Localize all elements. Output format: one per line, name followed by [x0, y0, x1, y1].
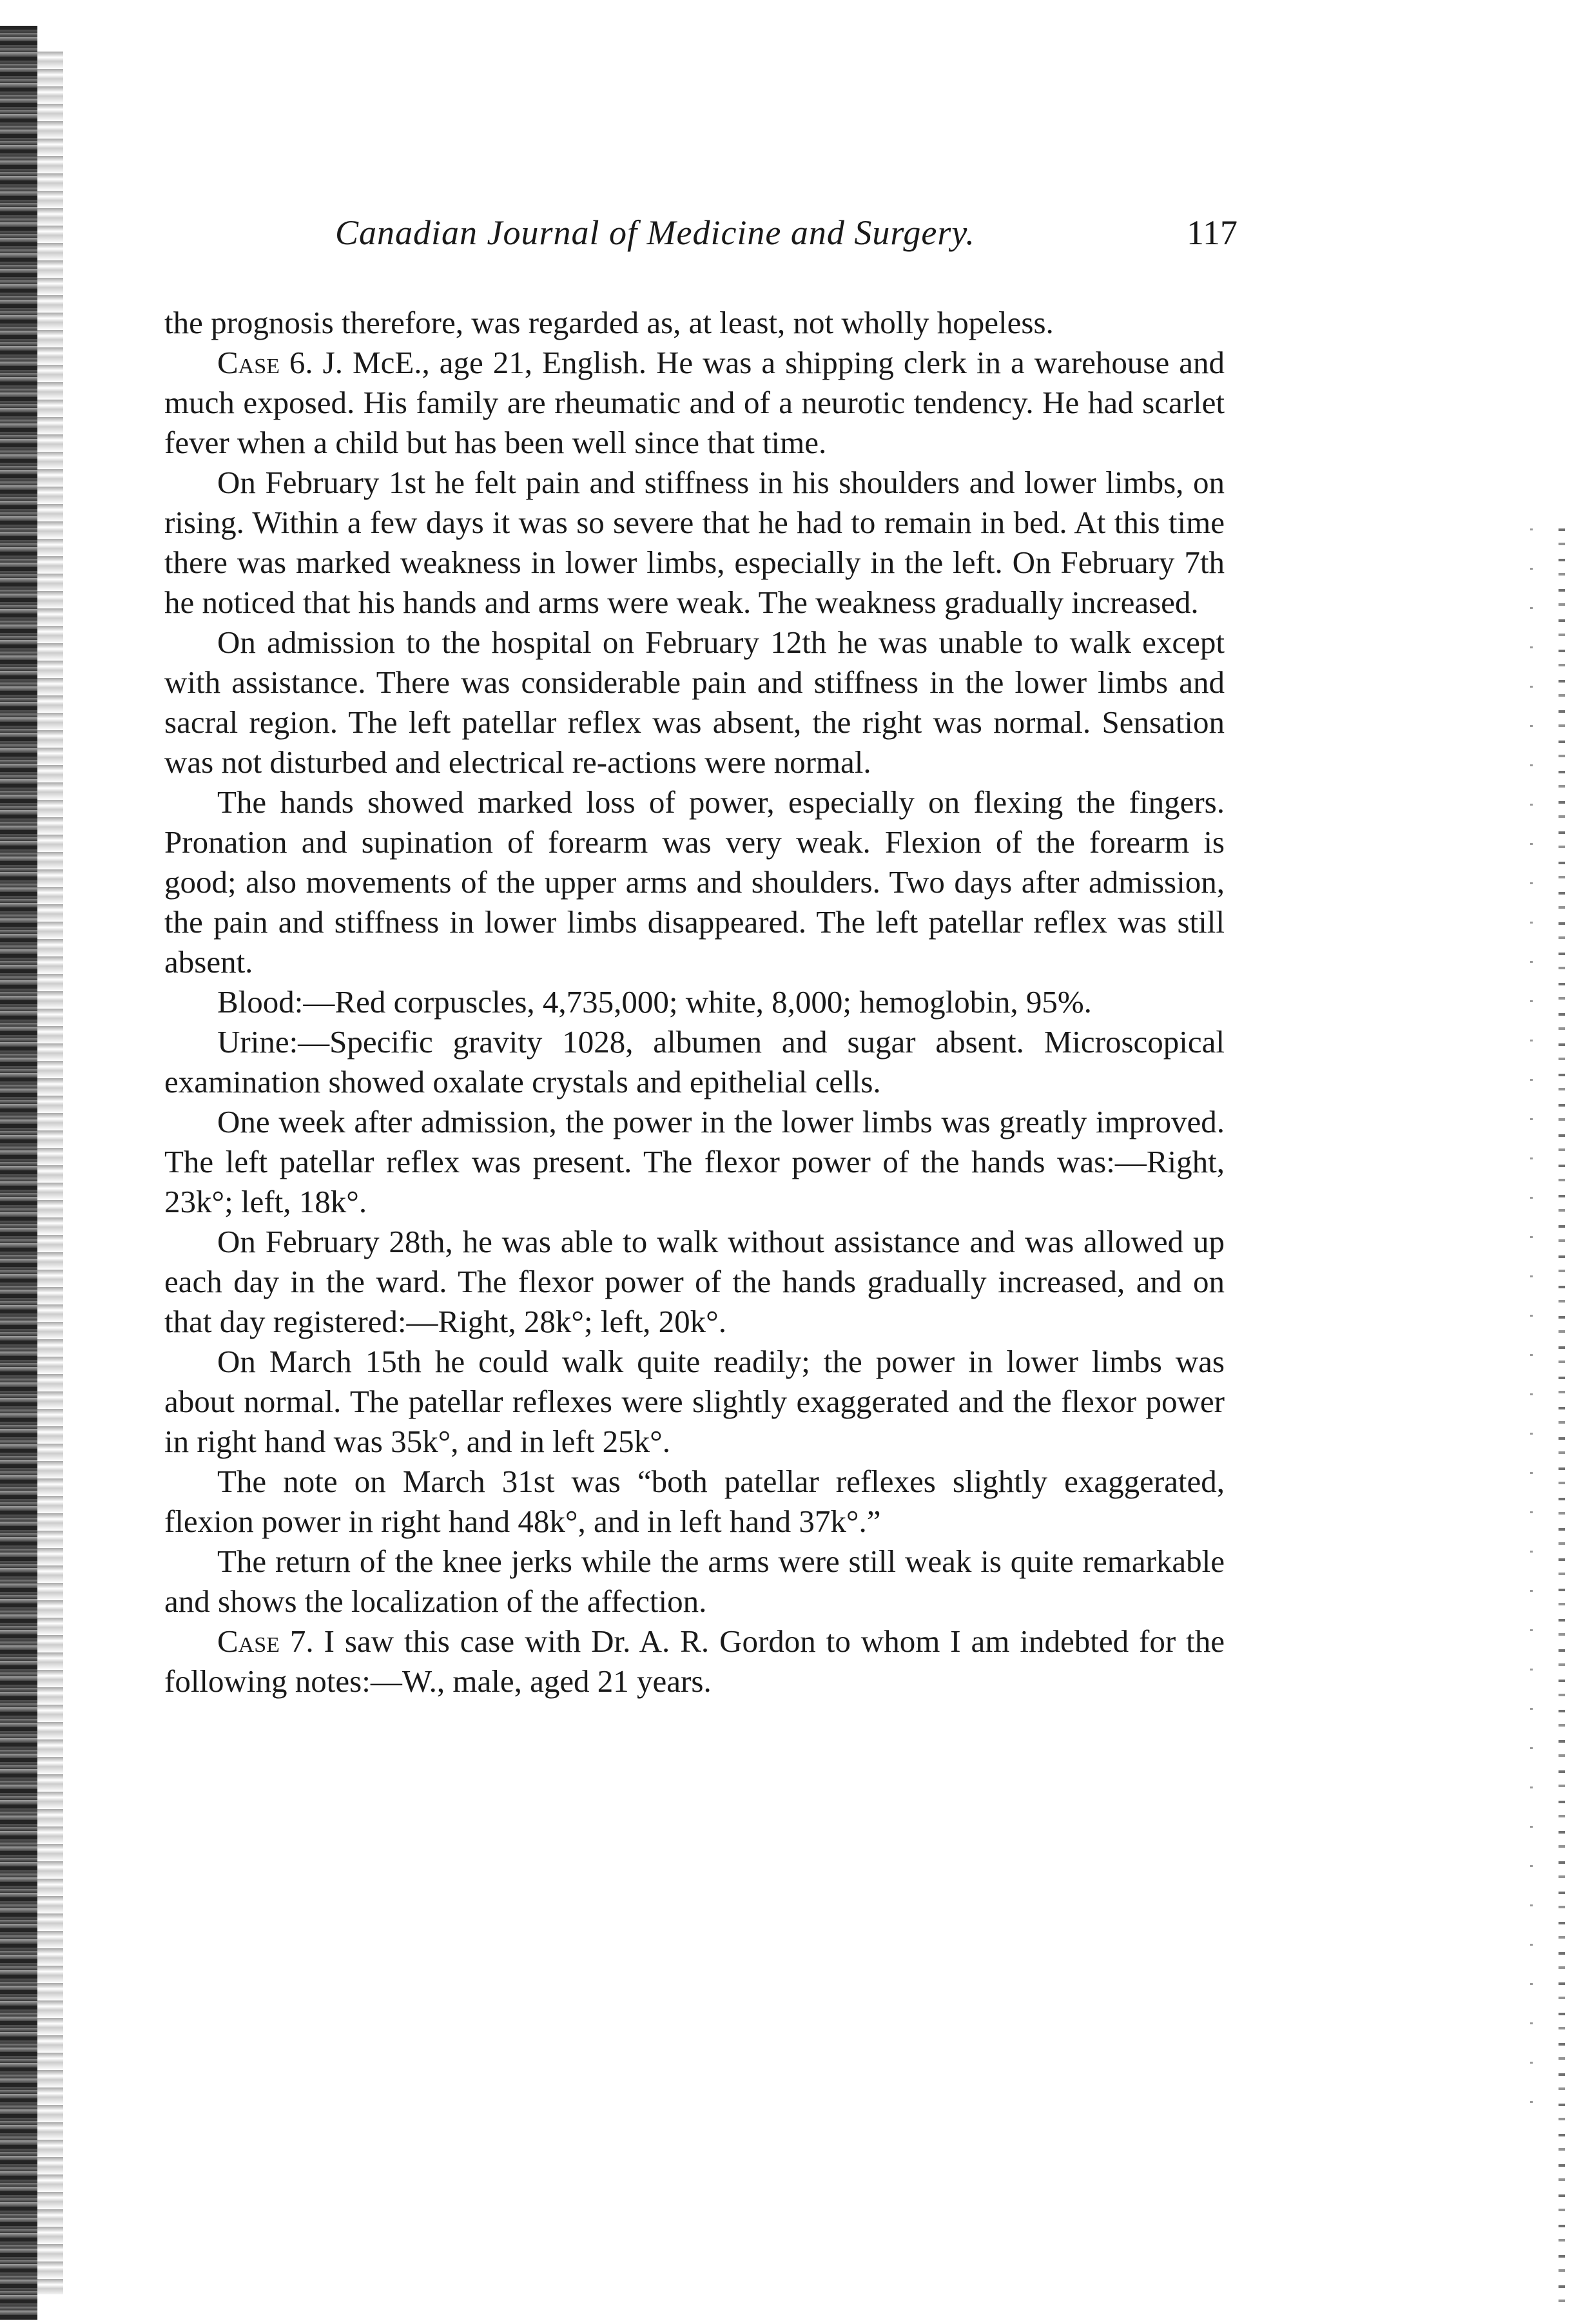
paragraph: [164, 782, 1225, 982]
paragraph-text: On admission to the hospital on February 12th he was unable to walk except with assistance. There was considerable pain and stiffness in the lower limbs and sacral region. The left patellar reflex was absent, the right was normal. Sensation was not disturbed and electrical re-actions were normal.: [164, 625, 1225, 780]
journal-title: Canadian Journal of Medicine and Surgery.: [335, 213, 975, 252]
paragraph-text: The note on March 31st was “both patellar reflexes slightly exaggerated, flexion power in right hand 48k°, and in left hand 37k°.”: [164, 1464, 1225, 1539]
paragraph-text: the prognosis therefore, was regarded as, at least, not wholly hopeless.: [164, 305, 1054, 340]
article-body: [164, 303, 1225, 1701]
paragraph: [164, 463, 1225, 623]
paragraph: [164, 623, 1225, 782]
paragraph-text: On March 15th he could walk quite readily; the power in lower limbs was about normal. The patellar reflexes were slightly exaggerated and the flexor power in right hand was 35k°, and in left 25k°.: [164, 1344, 1225, 1459]
paragraph: [164, 1102, 1225, 1222]
page-header: [335, 213, 1238, 271]
paragraph-text: The hands showed marked loss of power, especially on flexing the fingers. Pronation and supination of forearm was very weak. Flexion of the forearm is good; also movements of the upper arms and shoulders. Two days after admission, the pain and stiffness in lower limbs disappeared. The left patellar reflex was still absent.: [164, 784, 1225, 980]
paragraph: [164, 1022, 1225, 1102]
scan-right-edge-marks-inner: [1530, 528, 1533, 2140]
paragraph-text: Urine:—Specific gravity 1028, albumen and sugar absent. Microscopical examination showed oxalate crystals and epithelial cells.: [164, 1024, 1225, 1099]
paragraph-text: On February 1st he felt pain and stiffness in his shoulders and lower limbs, on rising. Within a few days it was so severe that he had to remain in bed. At this time there was marked weakness in lower limbs, especially in the left. On February 7th he noticed that his hands and arms were weak. The weakness gradually increased.: [164, 465, 1225, 620]
paragraph: [164, 1542, 1225, 1622]
paragraph-text: One week after admission, the power in the lower limbs was greatly improved. The left patellar reflex was present. The flexor power of the hands was:—Right, 23k°; left, 18k°.: [164, 1104, 1225, 1219]
paragraph-text: J. McE., age 21, English. He was a shipping clerk in a warehouse and much exposed. His family are rheumatic and of a neurotic tendency. He had scarlet fever when a child but has been well since that time.: [164, 345, 1225, 460]
page-number: 117: [1187, 213, 1238, 252]
paragraph-text: The return of the knee jerks while the arms were still weak is quite remarkable and shows the localization of the affection.: [164, 1544, 1225, 1619]
paragraph: [164, 343, 1225, 463]
paragraph: [164, 1342, 1225, 1462]
scan-binding-edge: [0, 26, 37, 2320]
paragraph: [164, 303, 1225, 343]
paragraph: [164, 1222, 1225, 1342]
case-heading: Case 6.: [217, 345, 313, 380]
paragraph: [164, 1622, 1225, 1701]
paragraph-text: On February 28th, he was able to walk without assistance and was allowed up each day in the ward. The flexor power of the hands gradually increased, and on that day registered:—Right, 28k°; left, 20k°.: [164, 1224, 1225, 1339]
scan-right-edge-marks: [1559, 528, 1565, 2307]
paragraph: [164, 982, 1225, 1022]
paragraph-text: Blood:—Red corpuscles, 4,735,000; white, 8,000; hemoglobin, 95%.: [217, 984, 1092, 1020]
paragraph: [164, 1462, 1225, 1542]
scan-binding-shadow: [37, 52, 63, 2294]
paragraph-text: I saw this case with Dr. A. R. Gordon to whom I am indebted for the following notes:—W., male, aged 21 years.: [164, 1623, 1225, 1699]
case-heading: Case 7.: [217, 1623, 314, 1659]
